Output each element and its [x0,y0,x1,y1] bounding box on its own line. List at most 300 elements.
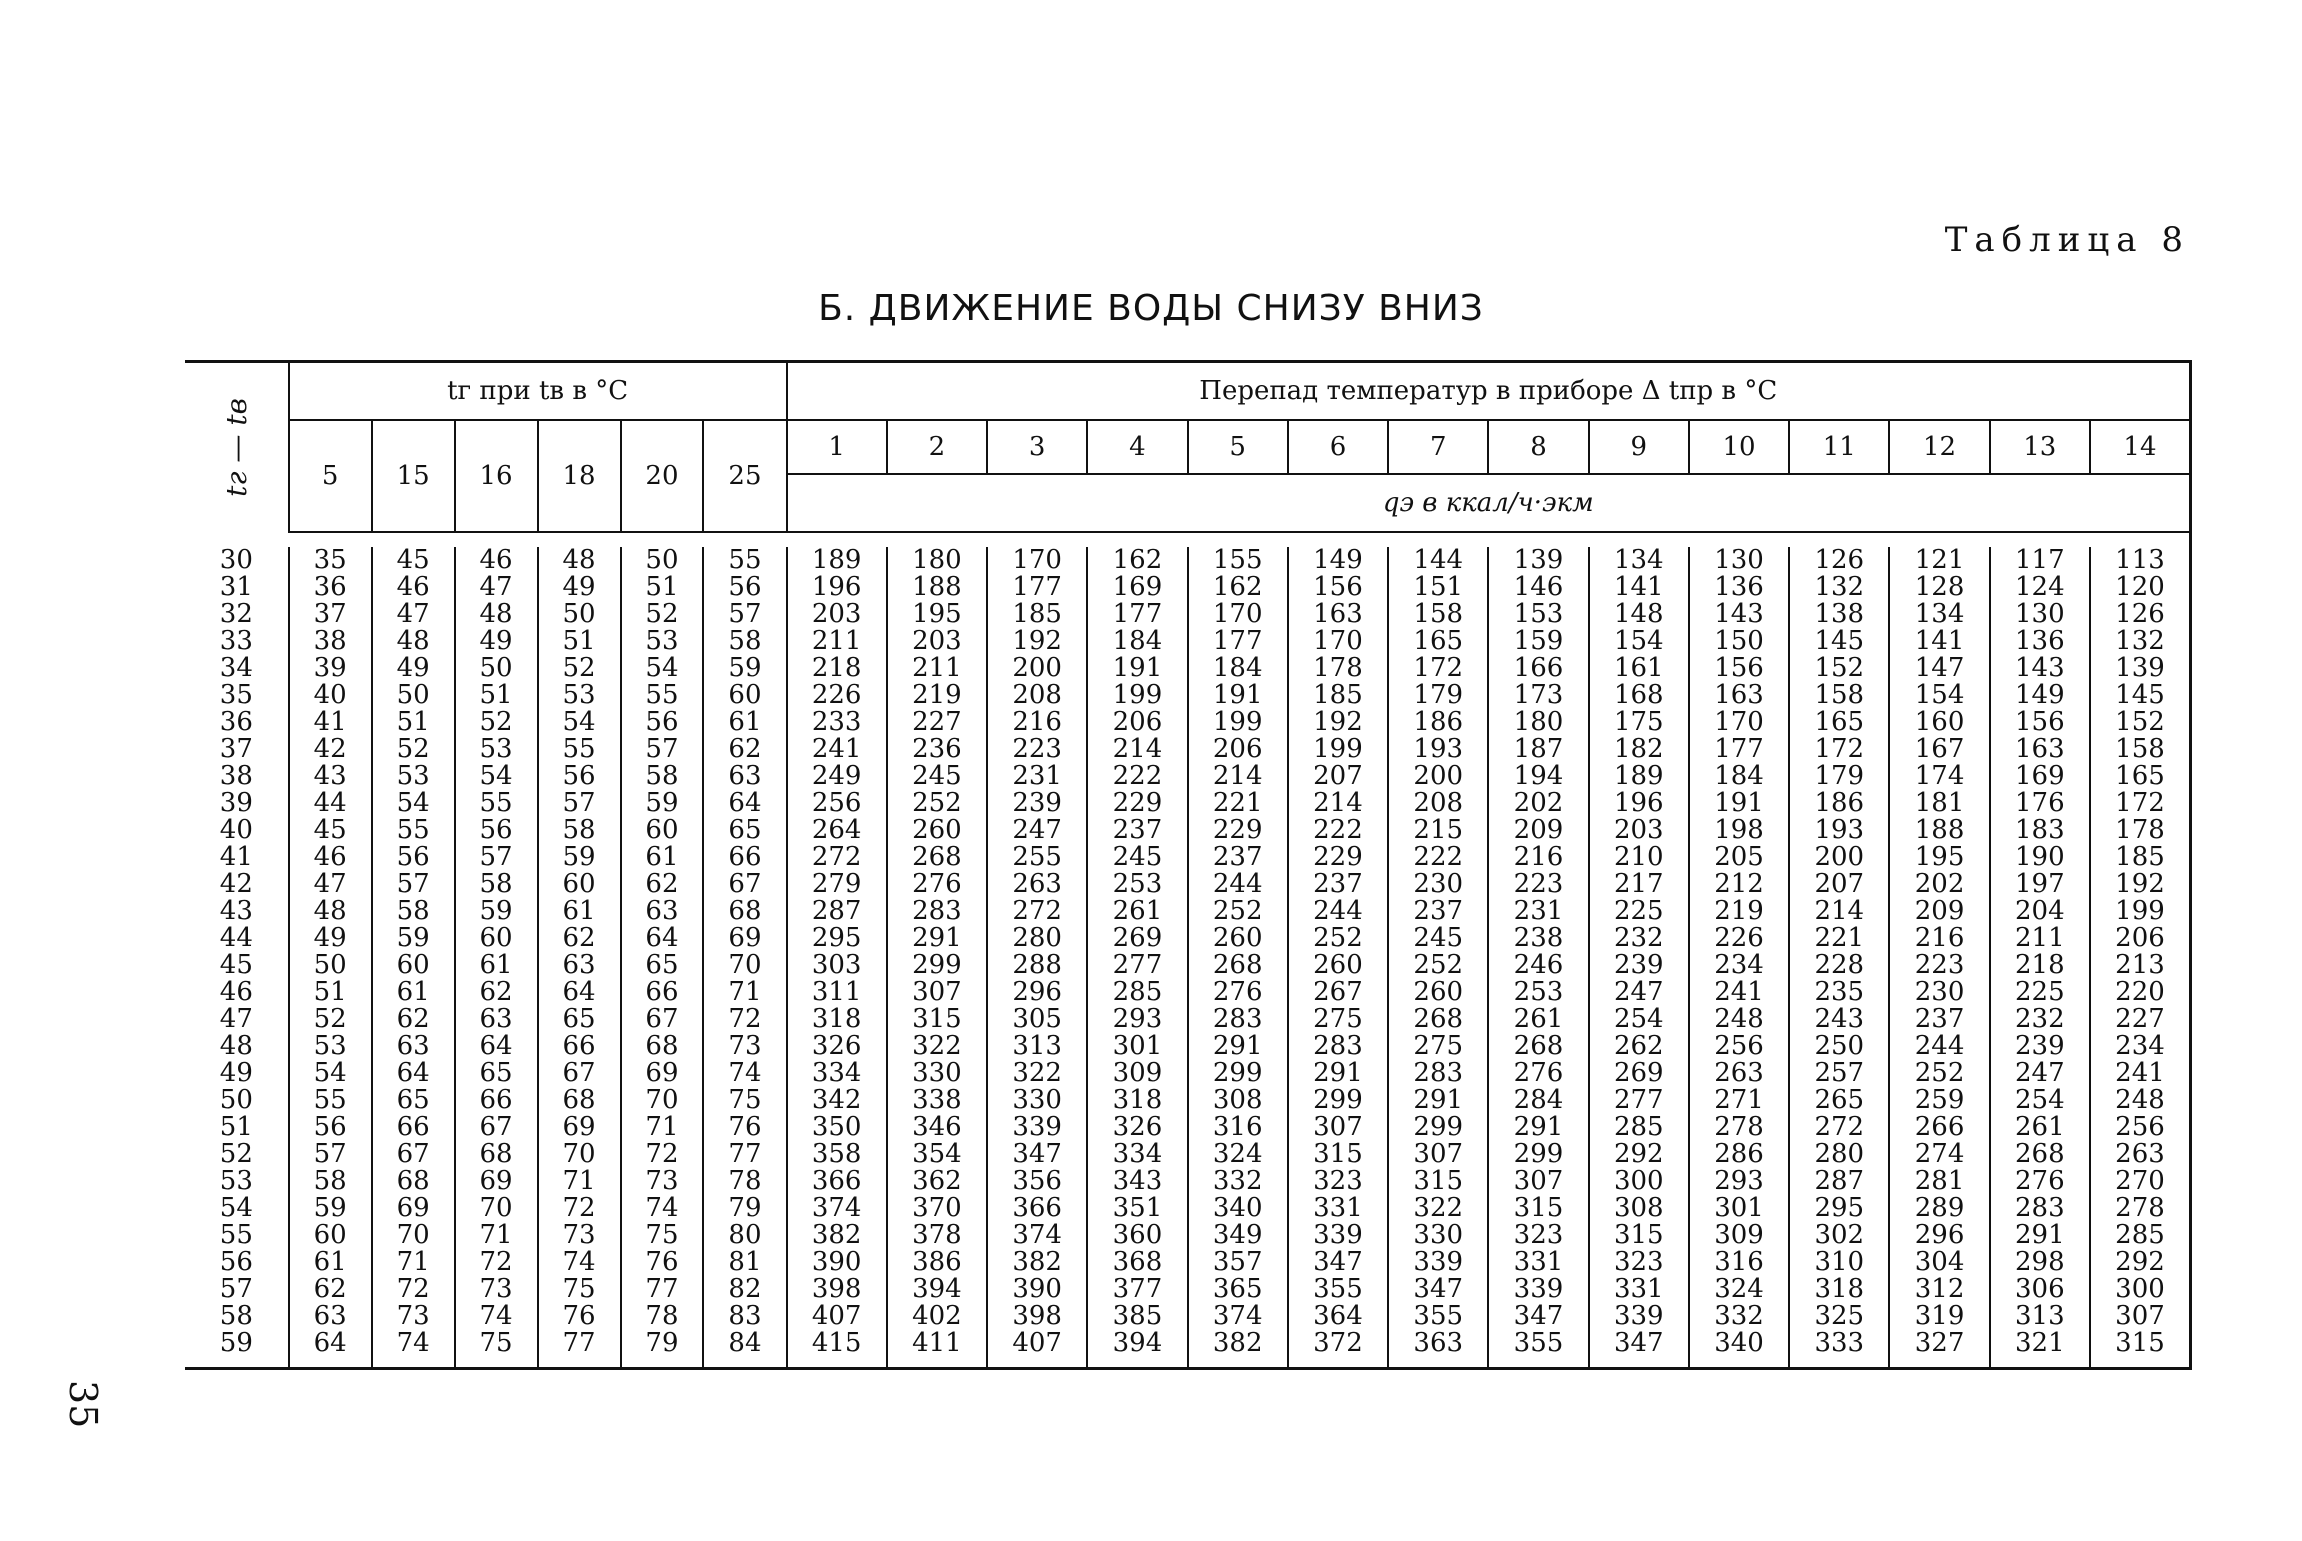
table-cell: 83 [703,1303,786,1330]
table-cell: 43 [313,761,347,791]
table-cell: 59 [313,1193,347,1223]
table-cell: 207 [1789,871,1889,898]
table-cell: 269 [1087,925,1187,952]
table-cell: 272 [1789,1114,1889,1141]
tv-column-header: 16 [455,420,538,532]
table-cell: 332 [1689,1303,1789,1330]
table-cell: 56 [703,574,786,601]
row-header-cell: 49 [185,1060,289,1087]
table-cell: 182 [1589,736,1689,763]
table-cell: 291 [887,925,987,952]
table-cell: 39 [313,653,347,683]
table-cell: 198 [1689,817,1789,844]
table-cell: 322 [987,1060,1087,1087]
table-cell: 217 [1589,871,1689,898]
table-cell: 390 [787,1249,887,1276]
table-cell: 227 [2090,1006,2191,1033]
table-cell: 407 [987,1330,1087,1357]
table-cell: 326 [787,1033,887,1060]
table-cell: 144 [1388,547,1488,574]
table-cell: 61 [372,979,455,1006]
table-cell: 66 [372,1114,455,1141]
table-cell: 57 [372,871,455,898]
table-cell: 322 [1388,1195,1488,1222]
table-cell: 71 [538,1168,621,1195]
table-cell: 247 [1990,1060,2090,1087]
table-cell: 343 [1087,1168,1187,1195]
table-cell: 51 [621,574,704,601]
table-cell: 216 [1889,925,1989,952]
table-cell: 170 [1288,628,1388,655]
table-cell: 355 [1388,1303,1488,1330]
table-cell: 315 [1288,1141,1388,1168]
delta-group-header: Перепад температур в приборе Δ tпр в °C [787,362,2191,421]
table-cell: 170 [1188,601,1288,628]
table-cell: 79 [621,1330,704,1357]
table-cell: 378 [887,1222,987,1249]
table-cell: 247 [987,817,1087,844]
table-cell: 55 [455,790,538,817]
table-cell: 307 [2090,1303,2191,1330]
table-cell: 54 [538,709,621,736]
table-row [185,1303,2191,1330]
table-cell: 177 [1689,736,1789,763]
table-cell: 239 [987,790,1087,817]
table-cell: 356 [987,1168,1087,1195]
table-cell: 176 [1990,790,2090,817]
table-cell: 196 [1589,790,1689,817]
table-cell: 394 [887,1276,987,1303]
table-cell: 245 [1087,844,1187,871]
table-cell: 199 [1087,682,1187,709]
table-cell: 362 [887,1168,987,1195]
delta-column-header: 14 [2090,420,2191,474]
table-cell: 49 [313,923,347,953]
table-cell: 212 [1689,871,1789,898]
page-number: 35 [61,1380,105,1429]
table-cell: 155 [1188,547,1288,574]
table-cell: 322 [887,1033,987,1060]
table-cell: 69 [703,925,786,952]
table-cell: 241 [1689,979,1789,1006]
delta-column-header: 5 [1188,420,1288,474]
table-cell: 186 [1388,709,1488,736]
table-cell: 256 [2090,1114,2191,1141]
table-cell: 216 [987,709,1087,736]
table-cell: 256 [1689,1033,1789,1060]
table-cell: 71 [455,1222,538,1249]
table-cell: 330 [887,1060,987,1087]
table-cell: 208 [987,682,1087,709]
row-header-cell: 47 [185,1006,289,1033]
row-header-cell: 33 [185,628,289,655]
table-cell: 342 [787,1087,887,1114]
table-cell: 40 [313,680,347,710]
table-cell: 132 [1789,574,1889,601]
table-cell: 178 [2090,817,2191,844]
table-cell: 66 [455,1087,538,1114]
table-cell: 53 [621,628,704,655]
table-cell: 318 [1789,1276,1889,1303]
table-cell: 276 [1188,979,1288,1006]
table-cell: 252 [887,790,987,817]
table-cell: 312 [1889,1276,1989,1303]
table-cell: 281 [1889,1168,1989,1195]
table-cell: 275 [1288,1006,1388,1033]
table-cell: 305 [987,1006,1087,1033]
table-cell: 268 [1990,1141,2090,1168]
table-row [185,1222,2191,1249]
table-cell: 331 [1589,1276,1689,1303]
table-cell: 72 [703,1006,786,1033]
table-cell: 311 [787,979,887,1006]
table-row [185,1033,2191,1060]
table-cell: 69 [538,1114,621,1141]
table-row [185,1141,2191,1168]
table-cell: 299 [1188,1060,1288,1087]
table-cell: 71 [621,1114,704,1141]
table-cell: 71 [703,979,786,1006]
table-cell: 283 [887,898,987,925]
table-cell: 313 [1990,1303,2090,1330]
table-cell: 254 [1589,1006,1689,1033]
row-header-cell: 55 [185,1222,289,1249]
table-cell: 161 [1589,655,1689,682]
table-cell: 252 [1188,898,1288,925]
table-cell: 64 [538,979,621,1006]
table-cell: 126 [1789,547,1889,574]
table-cell: 221 [1789,925,1889,952]
table-row [185,817,2191,844]
table-cell: 71 [372,1249,455,1276]
table-row [185,1168,2191,1195]
table-row [185,952,2191,979]
table-cell: 276 [1990,1168,2090,1195]
table-cell: 128 [1889,574,1989,601]
table-cell: 74 [455,1303,538,1330]
table-cell: 63 [372,1033,455,1060]
table-cell: 382 [1188,1330,1288,1357]
table-cell: 202 [1488,790,1588,817]
table-cell: 244 [1889,1033,1989,1060]
table-cell: 163 [1990,736,2090,763]
table-cell: 261 [1990,1114,2090,1141]
table-cell: 267 [1288,979,1388,1006]
table-cell: 272 [987,898,1087,925]
row-header-cell: 38 [185,763,289,790]
row-header-cell: 48 [185,1033,289,1060]
table-cell: 81 [703,1249,786,1276]
table-cell: 265 [1789,1087,1889,1114]
table-cell: 77 [538,1330,621,1357]
table-cell: 48 [313,896,347,926]
table-row [185,1249,2191,1276]
table-cell: 172 [2090,790,2191,817]
table-cell: 177 [987,574,1087,601]
table-cell: 152 [1789,655,1889,682]
table-cell: 126 [2090,601,2191,628]
table-cell: 301 [1087,1033,1187,1060]
table-cell: 169 [1990,763,2090,790]
table-cell: 180 [887,547,987,574]
table-cell: 253 [1087,871,1187,898]
table-cell: 364 [1288,1303,1388,1330]
table-cell: 334 [787,1060,887,1087]
table-cell: 211 [1990,925,2090,952]
table-row [185,925,2191,952]
table-cell: 324 [1188,1141,1288,1168]
table-cell: 70 [538,1141,621,1168]
table-row [185,1087,2191,1114]
table-cell: 216 [1488,844,1588,871]
table-cell: 254 [1990,1087,2090,1114]
table-cell: 347 [1288,1249,1388,1276]
table-cell: 310 [1789,1249,1889,1276]
table-cell: 150 [1689,628,1789,655]
table-cell: 285 [1589,1114,1689,1141]
table-cell: 340 [1188,1195,1288,1222]
table-cell: 200 [1388,763,1488,790]
table-cell: 292 [2090,1249,2191,1276]
table-cell: 72 [621,1141,704,1168]
table-cell: 291 [1488,1114,1588,1141]
table-cell: 260 [887,817,987,844]
table-cell: 291 [1188,1033,1288,1060]
header-row-groups [185,362,2191,421]
table-cell: 184 [1087,628,1187,655]
table-cell: 44 [313,788,347,818]
row-header-cell: 35 [185,682,289,709]
table-cell: 411 [887,1330,987,1357]
table-cell: 222 [1087,763,1187,790]
table-cell: 58 [313,1166,347,1196]
table-cell: 271 [1689,1087,1789,1114]
table-cell: 211 [787,628,887,655]
table-cell: 53 [372,763,455,790]
table-cell: 219 [1689,898,1789,925]
table-cell: 293 [1087,1006,1187,1033]
table-cell: 54 [372,790,455,817]
table-cell: 58 [703,628,786,655]
table-cell: 308 [1589,1195,1689,1222]
tv-column-header: 18 [538,420,621,532]
table-cell: 74 [621,1195,704,1222]
table-cell: 260 [1388,979,1488,1006]
table-cell: 231 [1488,898,1588,925]
row-header-cell: 54 [185,1195,289,1222]
table-cell: 64 [621,925,704,952]
table-cell: 323 [1288,1168,1388,1195]
table-cell: 330 [1388,1222,1488,1249]
table-cell: 78 [621,1303,704,1330]
table-cell: 61 [621,844,704,871]
table-row [185,574,2191,601]
table-cell: 162 [1188,574,1288,601]
table-cell: 244 [1288,898,1388,925]
table-cell: 188 [887,574,987,601]
table-cell: 262 [1589,1033,1689,1060]
table-cell: 158 [2090,736,2191,763]
table-cell: 339 [1589,1303,1689,1330]
table-cell: 299 [1388,1114,1488,1141]
table-row [185,790,2191,817]
table-cell: 374 [1188,1303,1288,1330]
table-cell: 295 [787,925,887,952]
table-cell: 241 [787,736,887,763]
table-cell: 132 [2090,628,2191,655]
table-cell: 220 [2090,979,2191,1006]
table-row [185,898,2191,925]
table-cell: 299 [887,952,987,979]
table-cell: 394 [1087,1330,1187,1357]
table-cell: 62 [372,1006,455,1033]
table-cell: 76 [703,1114,786,1141]
table-cell: 252 [1388,952,1488,979]
table-cell: 234 [2090,1033,2191,1060]
table-cell: 146 [1488,574,1588,601]
table-cell: 207 [1288,763,1388,790]
table-cell: 58 [538,817,621,844]
table-cell: 192 [987,628,1087,655]
table-cell: 249 [787,763,887,790]
table-cell: 270 [2090,1168,2191,1195]
table-cell: 285 [1087,979,1187,1006]
table-cell: 185 [987,601,1087,628]
table-cell: 57 [621,736,704,763]
table-cell: 370 [887,1195,987,1222]
table-cell: 130 [1990,601,2090,628]
table-cell: 70 [703,952,786,979]
table-cell: 49 [372,655,455,682]
table-cell: 351 [1087,1195,1187,1222]
table-cell: 315 [1488,1195,1588,1222]
table-cell: 73 [455,1276,538,1303]
table-cell: 160 [1889,709,1989,736]
table-cell: 248 [2090,1087,2191,1114]
table-cell: 390 [987,1276,1087,1303]
table-cell: 60 [455,925,538,952]
table-cell: 55 [538,736,621,763]
table-cell: 67 [455,1114,538,1141]
table-cell: 165 [2090,763,2191,790]
table-cell: 65 [703,817,786,844]
table-cell: 56 [455,817,538,844]
table-cell: 308 [1188,1087,1288,1114]
unit-header: qэ в ккал/ч·экм [787,474,2191,532]
table-cell: 245 [887,763,987,790]
table-cell: 237 [1087,817,1187,844]
table-row [185,601,2191,628]
table-cell: 62 [455,979,538,1006]
table-cell: 306 [1990,1276,2090,1303]
delta-column-header: 8 [1488,420,1588,474]
row-header-cell: 45 [185,952,289,979]
row-header-cell: 39 [185,790,289,817]
table-cell: 318 [787,1006,887,1033]
table-cell: 222 [1388,844,1488,871]
table-cell: 48 [372,628,455,655]
table-cell: 347 [1388,1276,1488,1303]
table-cell: 226 [787,682,887,709]
table-cell: 174 [1889,763,1989,790]
table-cell: 323 [1589,1249,1689,1276]
table-cell: 275 [1388,1033,1488,1060]
table-cell: 199 [1288,736,1388,763]
table-cell: 222 [1288,817,1388,844]
table-bottom-rule [185,1357,2191,1369]
table-cell: 235 [1789,979,1889,1006]
table-cell: 57 [703,601,786,628]
table-cell: 68 [372,1168,455,1195]
table-row [185,1060,2191,1087]
table-cell: 151 [1388,574,1488,601]
table-cell: 61 [703,709,786,736]
table-cell: 318 [1087,1087,1187,1114]
table-cell: 58 [621,763,704,790]
table-cell: 315 [1388,1168,1488,1195]
table-cell: 274 [1889,1141,1989,1168]
row-header-cell: 53 [185,1168,289,1195]
table-cell: 178 [1288,655,1388,682]
table-cell: 237 [1288,871,1388,898]
table-cell: 59 [703,655,786,682]
table-cell: 79 [703,1195,786,1222]
table-cell: 56 [621,709,704,736]
table-cell: 316 [1689,1249,1789,1276]
table-cell: 210 [1589,844,1689,871]
table-cell: 339 [1288,1222,1388,1249]
table-cell: 204 [1990,898,2090,925]
table-title: Б. ДВИЖЕНИЕ ВОДЫ СНИЗУ ВНИЗ [818,288,1484,329]
table-cell: 229 [1087,790,1187,817]
table-cell: 252 [1889,1060,1989,1087]
table-cell: 124 [1990,574,2090,601]
table-cell: 331 [1288,1195,1388,1222]
row-header-cell: 57 [185,1276,289,1303]
table-cell: 76 [538,1303,621,1330]
table-cell: 130 [1689,547,1789,574]
table-cell: 47 [372,601,455,628]
table-cell: 283 [1288,1033,1388,1060]
table-cell: 67 [703,871,786,898]
table-cell: 64 [372,1060,455,1087]
table-cell: 289 [1889,1195,1989,1222]
table-cell: 46 [313,842,347,872]
table-cell: 231 [987,763,1087,790]
table-cell: 280 [1789,1141,1889,1168]
table-cell: 139 [1488,547,1588,574]
table-cell: 237 [1188,844,1288,871]
table-cell: 239 [1990,1033,2090,1060]
table-cell: 167 [1889,736,1989,763]
table-cell: 276 [1488,1060,1588,1087]
table-cell: 215 [1388,817,1488,844]
table-cell: 121 [1889,547,1989,574]
table-cell: 66 [621,979,704,1006]
table-cell: 237 [1889,1006,1989,1033]
table-cell: 162 [1087,547,1187,574]
table-cell: 247 [1589,979,1689,1006]
table-cell: 69 [455,1168,538,1195]
table-cell: 37 [313,599,347,629]
table-cell: 57 [538,790,621,817]
table-cell: 77 [621,1276,704,1303]
table-cell: 75 [703,1087,786,1114]
table-cell: 277 [1589,1087,1689,1114]
table-cell: 347 [1589,1330,1689,1357]
table-cell: 136 [1990,628,2090,655]
table-cell: 186 [1789,790,1889,817]
